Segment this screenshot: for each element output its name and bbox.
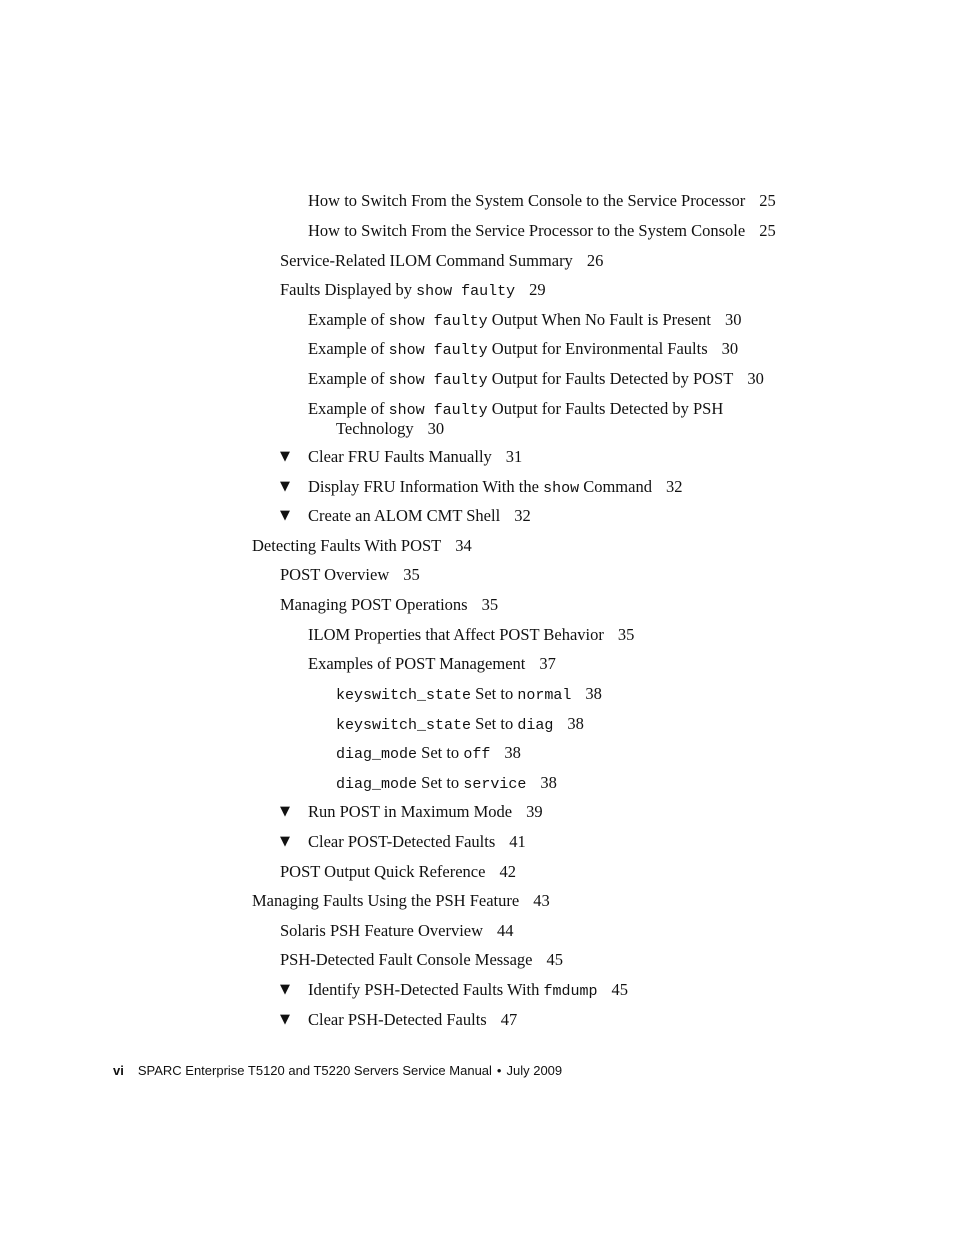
toc-page-number: 32 — [514, 506, 531, 525]
toc-entry-code: keyswitch_state — [336, 687, 472, 704]
toc-entry-text: Managing Faults Using the PSH Feature — [252, 891, 520, 910]
toc-page-number: 25 — [759, 191, 776, 210]
toc-entry-text: Example of — [308, 399, 389, 418]
toc-page-number: 43 — [533, 891, 550, 910]
toc-entry-continuation — [308, 420, 894, 438]
toc-entry-text: Output for Environmental Faults — [487, 339, 708, 358]
toc-entry[interactable] — [308, 448, 522, 466]
toc-page-number: 38 — [585, 684, 602, 703]
toc-entry-text: Faults Displayed by — [280, 280, 417, 299]
toc-entry-text: How to Switch From the Service Processor to the System Console — [308, 221, 746, 240]
toc-entry[interactable] — [308, 655, 556, 673]
toc-page-number: 30 — [747, 369, 764, 388]
toc-entry-code: show — [543, 480, 580, 497]
toc-entry-text: Identify PSH-Detected Faults With — [308, 980, 544, 999]
toc-page-number: 34 — [455, 536, 472, 555]
toc-entry-text: Service-Related ILOM Command Summary — [280, 251, 573, 270]
page-folio: vi — [113, 1063, 124, 1078]
toc-entry[interactable] — [336, 744, 521, 764]
toc-page-number: 37 — [539, 654, 556, 673]
toc-entry-text: Set to — [471, 684, 518, 703]
procedure-triangle-icon: ▼ — [280, 479, 290, 494]
toc-entry[interactable] — [308, 626, 634, 644]
toc-entry[interactable] — [308, 507, 531, 525]
toc-entry-text: Create an ALOM CMT Shell — [308, 506, 501, 525]
page-footer — [113, 1063, 562, 1079]
toc-page-number: 35 — [481, 595, 499, 614]
toc-entry-text: Example of — [308, 310, 389, 329]
toc-entry-text: Clear FRU Faults Manually — [308, 447, 492, 466]
toc-entry-text: Output for Faults Detected by POST — [487, 369, 734, 388]
toc-page-number: 41 — [509, 832, 526, 851]
toc-entry[interactable] — [280, 281, 546, 301]
toc-entry[interactable] — [308, 803, 543, 821]
toc-entry-text: How to Switch From the System Console to the Service Processor — [308, 191, 746, 210]
toc-entry-text: Clear PSH-Detected Faults — [308, 1010, 487, 1029]
toc-entry[interactable] — [336, 715, 584, 735]
footer-date: July 2009 — [506, 1063, 563, 1078]
toc-entry-code: normal — [517, 687, 572, 704]
toc-entry-text: ILOM Properties that Affect POST Behavior — [308, 625, 604, 644]
toc-entry-text: Set to — [417, 773, 464, 792]
toc-entry-code: diag_mode — [336, 776, 418, 793]
toc-entry-text: Detecting Faults With POST — [252, 536, 442, 555]
toc-entry[interactable] — [308, 370, 764, 390]
toc-entry-text: Set to — [471, 714, 518, 733]
toc-entry[interactable] — [252, 537, 472, 555]
toc-entry-code: keyswitch_state — [336, 717, 472, 734]
toc-page-number: 26 — [586, 251, 604, 270]
toc-entry-code: show faulty — [388, 402, 488, 419]
procedure-triangle-icon: ▼ — [280, 982, 290, 997]
toc-page-number: 32 — [665, 477, 683, 496]
toc-entry-text: Output for Faults Detected by PSH — [487, 399, 724, 418]
toc-entry-text: PSH-Detected Fault Console Message — [280, 950, 533, 969]
procedure-triangle-icon: ▼ — [280, 508, 290, 523]
procedure-triangle-icon: ▼ — [280, 804, 290, 819]
toc-page-number: 45 — [546, 950, 564, 969]
toc-page-number: 39 — [526, 802, 543, 821]
toc-page-number: 29 — [529, 280, 546, 299]
procedure-triangle-icon: ▼ — [280, 449, 290, 464]
footer-title: SPARC Enterprise T5120 and T5220 Servers Service Manual — [137, 1063, 492, 1078]
toc-entry[interactable] — [280, 596, 498, 614]
toc-entry-text: Solaris PSH Feature Overview — [280, 921, 484, 940]
toc-entry-code: show faulty — [416, 283, 516, 300]
toc-entry-text: Command — [579, 477, 652, 496]
toc-entry[interactable] — [280, 922, 514, 940]
toc-entry-text: Display FRU Information With the — [308, 477, 544, 496]
toc-entry-code: fmdump — [543, 983, 598, 1000]
toc-entry-text: Example of — [308, 339, 389, 358]
toc-entry[interactable] — [308, 340, 738, 360]
toc-entry-code: off — [463, 746, 491, 763]
toc-entry[interactable] — [336, 685, 602, 705]
toc-page-number: 45 — [611, 980, 629, 999]
toc-entry[interactable] — [280, 252, 603, 270]
toc-entry[interactable] — [308, 981, 628, 1001]
toc-page-number: 30 — [427, 419, 445, 438]
toc-entry-text: Set to — [417, 743, 464, 762]
toc-entry-text: Examples of POST Management — [308, 654, 526, 673]
toc-entry[interactable] — [308, 400, 894, 438]
toc-page-number: 42 — [499, 862, 516, 881]
toc-page-number: 25 — [759, 221, 776, 240]
toc-entry-code: show faulty — [388, 342, 488, 359]
toc-entry[interactable] — [252, 892, 550, 910]
toc-entry-text: Example of — [308, 369, 389, 388]
toc-entry-code: diag_mode — [336, 746, 418, 763]
toc-entry-code: show faulty — [388, 372, 488, 389]
toc-entry-text: Technology — [336, 419, 414, 438]
toc-page-number: 30 — [725, 310, 742, 329]
toc-page-number: 44 — [497, 921, 514, 940]
toc-entry-code: diag — [517, 717, 554, 734]
toc-page-number: 35 — [403, 565, 420, 584]
toc-entry[interactable] — [308, 192, 776, 210]
toc-entry[interactable] — [308, 311, 742, 331]
toc-page-number: 35 — [617, 625, 635, 644]
toc-entry[interactable] — [308, 222, 776, 240]
toc-page-number: 30 — [721, 339, 739, 358]
toc-entry-text: POST Overview — [280, 565, 390, 584]
toc-entry[interactable] — [308, 478, 682, 498]
toc-page-number: 38 — [567, 714, 584, 733]
toc-entry-text: Managing POST Operations — [280, 595, 468, 614]
toc-entry-code: show faulty — [388, 313, 488, 330]
toc-page-number: 47 — [500, 1010, 518, 1029]
toc-page-number: 38 — [504, 743, 521, 762]
procedure-triangle-icon: ▼ — [280, 1012, 290, 1027]
toc-page-number: 31 — [505, 447, 523, 466]
toc-entry[interactable] — [336, 774, 557, 794]
procedure-triangle-icon: ▼ — [280, 834, 290, 849]
toc-entry-code: service — [463, 776, 527, 793]
toc-entry[interactable] — [308, 1011, 517, 1029]
toc-page-number: 38 — [540, 773, 557, 792]
toc-entry[interactable] — [280, 863, 516, 881]
toc-entry[interactable] — [280, 951, 563, 969]
toc-entry-text: POST Output Quick Reference — [280, 862, 486, 881]
toc-entry-text: Run POST in Maximum Mode — [308, 802, 513, 821]
toc-entry-text: Output When No Fault is Present — [487, 310, 712, 329]
toc-entry-text: Clear POST-Detected Faults — [308, 832, 496, 851]
toc-entry[interactable] — [308, 833, 526, 851]
toc-entry[interactable] — [280, 566, 420, 584]
footer-separator: • — [496, 1063, 502, 1078]
